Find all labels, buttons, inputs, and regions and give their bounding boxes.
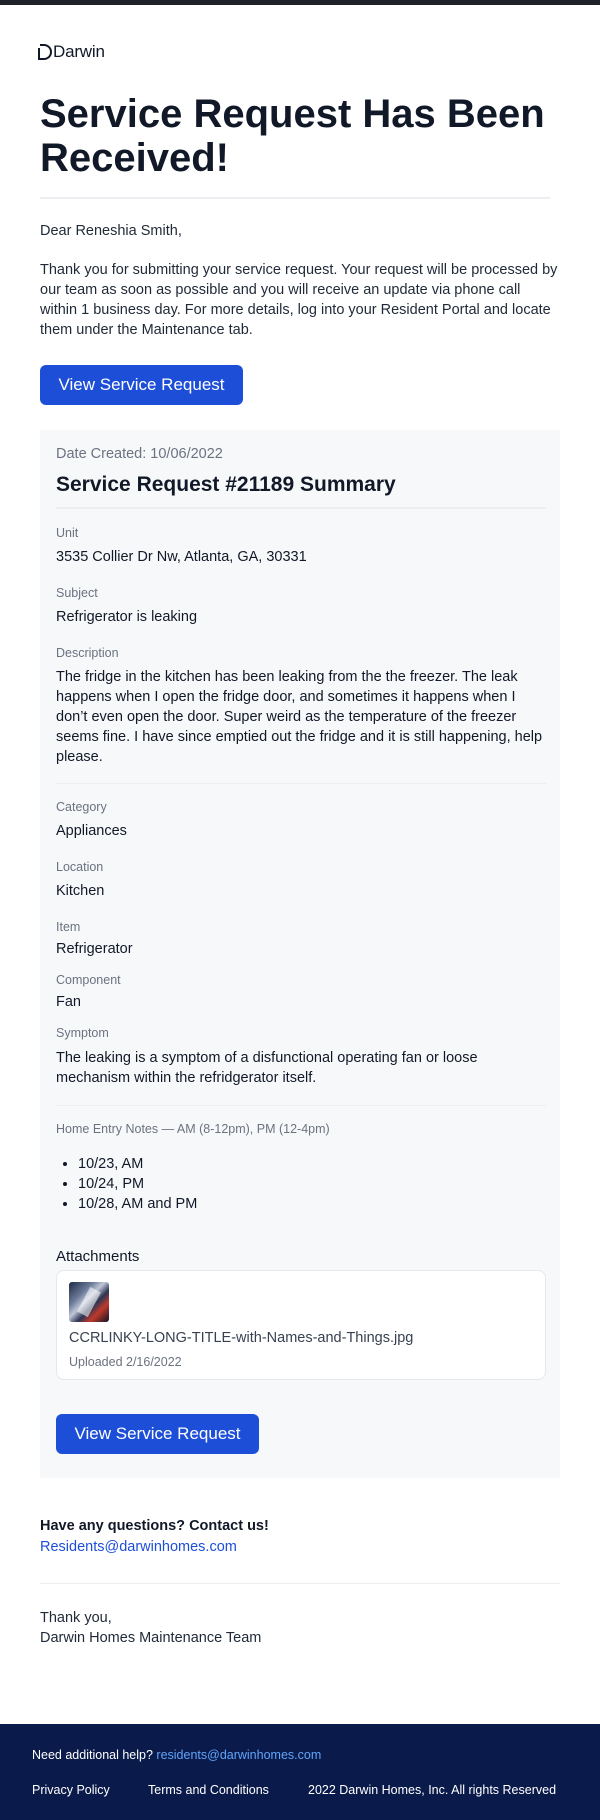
contact-heading: Have any questions? Contact us! [40, 1518, 269, 1534]
view-service-request-button[interactable]: View Service Request [40, 365, 243, 405]
list-item: • 10/24, PM [78, 1174, 197, 1194]
signoff [40, 1608, 261, 1648]
contact-email-link[interactable]: Residents@darwinhomes.com [40, 1539, 237, 1555]
footer-help-email-link[interactable]: residents@darwinhomes.com [156, 1748, 322, 1762]
subject-value: Refrigerator is leaking [56, 609, 198, 625]
top-accent-bar [0, 0, 600, 5]
title-divider [40, 197, 550, 199]
subject-label: Subject [56, 586, 98, 600]
service-request-summary [40, 430, 560, 1478]
greeting: Dear Reneshia Smith, [40, 223, 182, 239]
attachments-label: Attachments [56, 1248, 140, 1265]
signoff-line: Thank you, [40, 1610, 112, 1626]
attachment-card[interactable] [56, 1270, 546, 1380]
item-value: Refrigerator [56, 941, 133, 957]
darwin-logo[interactable] [40, 44, 105, 60]
symptom-value: The leaking is a symptom of a disfunctional operating fan or loose mechanism within the refridgerator itself. [56, 1050, 478, 1086]
location-value: Kitchen [56, 883, 105, 899]
footer [0, 1724, 600, 1820]
attachment-upload-date: Uploaded 2/16/2022 [69, 1355, 182, 1369]
entry-divider [56, 1105, 546, 1106]
footer-help-text: Need additional help? [32, 1748, 157, 1762]
copyright: 2022 Darwin Homes, Inc. All rights Reserved [308, 1783, 557, 1797]
intro-paragraph: Thank you for submitting your service request. Your request will be processed by our team as soon as possible and you will receive an update via phone call within 1 business day. For more details, log into your Resident Portal and locate them under the Maintenance tab. [40, 262, 558, 338]
category-label: Category [56, 800, 107, 814]
category-value: Appliances [56, 823, 127, 839]
date-created: Date Created: 10/06/2022 [56, 446, 223, 462]
home-entry-list [78, 1154, 197, 1214]
contact-divider [40, 1583, 560, 1584]
description-label: Description [56, 646, 119, 660]
description-value: The fridge in the kitchen has been leaking from the the freezer. The leak happens when I open the fridge door, and sometimes it happens when I don’t even open the door. Super weird as the temperature of the freezer seems fine. I have since emptied out the fridge and it is still happening, help please. [56, 669, 543, 765]
details-divider [56, 783, 546, 784]
home-entry-notes-label: Home Entry Notes — AM (8-12pm), PM (12-4pm) [56, 1122, 330, 1136]
darwin-logo-icon [40, 44, 52, 60]
summary-divider [56, 507, 546, 509]
terms-link[interactable]: Terms and Conditions [148, 1783, 269, 1797]
unit-value: 3535 Collier Dr Nw, Atlanta, GA, 30331 [56, 549, 307, 565]
component-value: Fan [56, 994, 81, 1010]
footer-help [32, 1748, 321, 1762]
list-item: • 10/28, AM and PM [78, 1194, 197, 1214]
privacy-policy-link[interactable]: Privacy Policy [32, 1783, 110, 1797]
unit-label: Unit [56, 526, 79, 540]
symptom-label: Symptom [56, 1026, 109, 1040]
summary-title: Service Request #21189 Summary [56, 473, 396, 496]
page-title: Service Request Has Been Received! [40, 92, 545, 180]
view-service-request-button-bottom[interactable]: View Service Request [56, 1414, 259, 1454]
signoff-team: Darwin Homes Maintenance Team [40, 1630, 262, 1646]
attachment-file-name[interactable]: CCRLINKY-LONG-TITLE-with-Names-and-Things.jpg [69, 1330, 414, 1346]
item-label: Item [56, 920, 81, 934]
component-label: Component [56, 973, 121, 987]
location-label: Location [56, 860, 104, 874]
attachment-thumbnail[interactable] [69, 1282, 109, 1322]
logo-text: Darwin [53, 42, 105, 61]
list-item: • 10/23, AM [78, 1154, 197, 1174]
